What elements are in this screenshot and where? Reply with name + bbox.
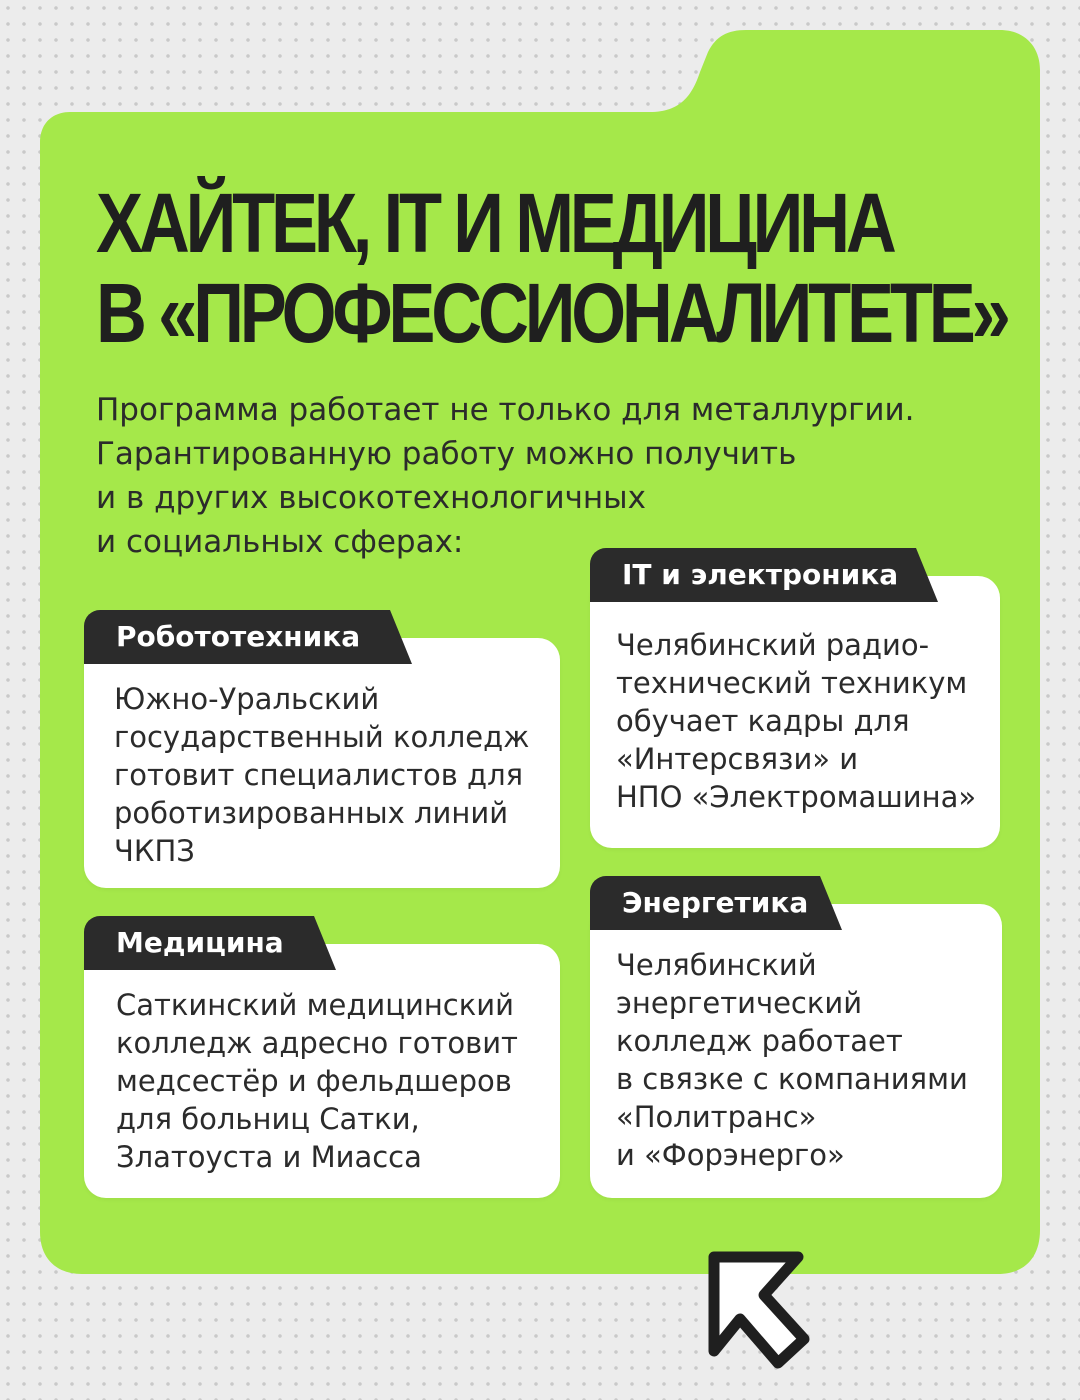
page-title	[96, 178, 1007, 358]
card-it-line: НПО «Электромашина»	[616, 780, 977, 814]
card-text-it	[616, 626, 976, 816]
card-robotics-line: готовит специалистов для	[114, 758, 524, 792]
intro-paragraph	[96, 388, 915, 564]
card-energy-line: колледж работает	[616, 1024, 903, 1058]
card-medicine-line: Златоуста и Миасса	[116, 1140, 422, 1174]
card-it-line: обучает кадры для	[616, 704, 910, 738]
card-tab-medicine: Медицина	[84, 916, 314, 970]
card-it-line: Челябинский радио-	[616, 628, 930, 662]
card-medicine-line: колледж адресно готовит	[116, 1026, 518, 1060]
card-robotics-line: Южно-Уральский	[114, 682, 380, 716]
title-line-1: ХАЙТЕК, IT И МЕДИЦИНА	[96, 176, 893, 270]
card-energy-line: Челябинский	[616, 948, 817, 982]
title-line-2: В «ПРОФЕССИОНАЛИТЕТЕ»	[96, 266, 1007, 360]
card-text-energy	[616, 946, 968, 1174]
card-tab-it: IT и электроника	[590, 548, 916, 602]
card-medicine-line: медсестёр и фельдшеров	[116, 1064, 512, 1098]
card-text-robotics	[114, 680, 529, 870]
card-it-line: технический техникум	[616, 666, 968, 700]
card-text-medicine	[116, 986, 518, 1176]
card-tab-energy: Энергетика	[590, 876, 820, 930]
arrow-cursor-icon	[700, 1243, 820, 1373]
intro-line-2: Гарантированную работу можно получить	[96, 436, 797, 472]
card-medicine-line: для больниц Сатки,	[116, 1102, 420, 1136]
card-energy-line: и «Форэнерго»	[616, 1138, 845, 1172]
card-energy-line: в связке с компаниями	[616, 1062, 968, 1096]
card-robotics-line: ЧКПЗ	[114, 834, 195, 868]
intro-line-1: Программа работает не только для металлургии.	[96, 392, 915, 428]
intro-line-4: и социальных сферах:	[96, 524, 464, 560]
card-robotics-line: роботизированных линий	[114, 796, 509, 830]
card-robotics-line: государственный колледж	[114, 720, 530, 754]
card-energy-line: «Политранс»	[616, 1100, 817, 1134]
card-it-line: «Интерсвязи» и	[616, 742, 859, 776]
card-energy-line: энергетический	[616, 986, 863, 1020]
intro-line-3: и в других высокотехнологичных	[96, 480, 646, 516]
card-medicine-line: Саткинский медицинский	[116, 988, 514, 1022]
card-tab-robotics: Робототехника	[84, 610, 390, 664]
